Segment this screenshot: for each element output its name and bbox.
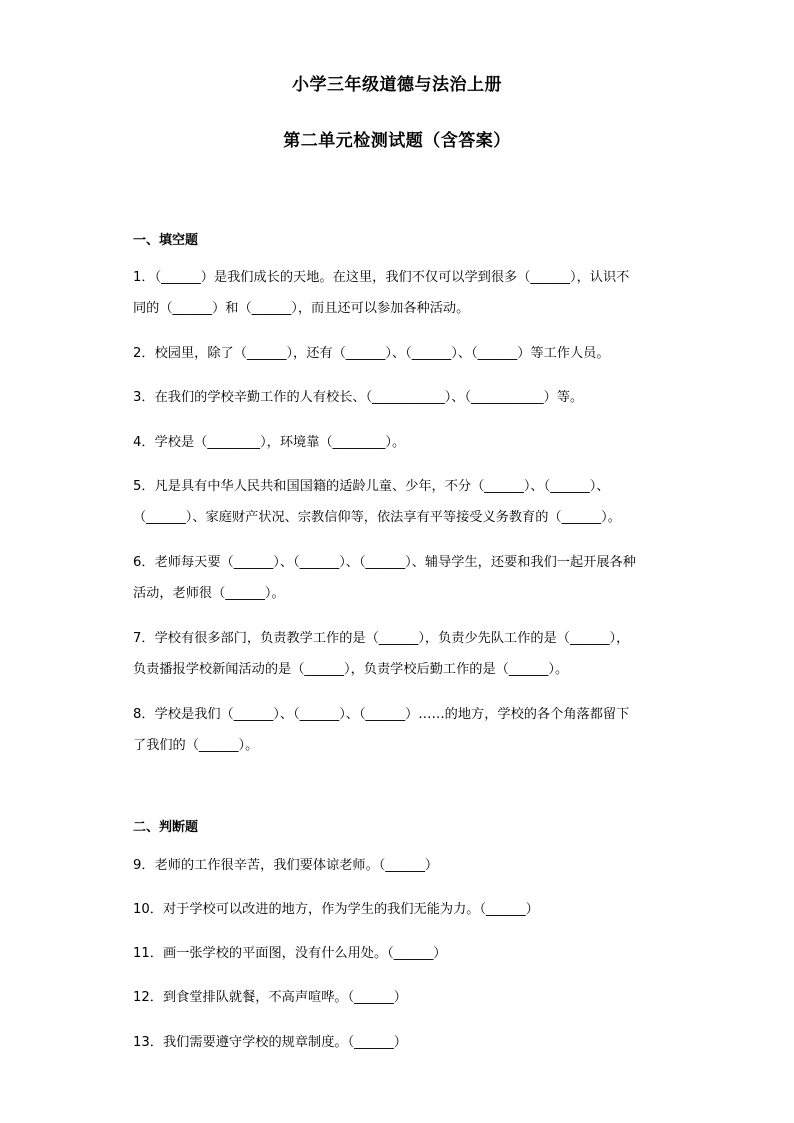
question-line: 了我们的（______）。 — [133, 738, 259, 753]
question-line: 2．校园里，除了（______），还有（______）、（______）、（______）等工作人员。 — [133, 346, 610, 361]
question-line: 6．老师每天要（______）、（______）、（______）、辅导学生，还要和我们一起开展各种 — [133, 555, 636, 570]
question-line: 负责播报学校新闻活动的是（______），负责学校后勤工作的是（______）。 — [133, 662, 569, 677]
question-line: 3．在我们的学校辛勤工作的人有校长、（___________）、（___________）等。 — [133, 390, 584, 405]
question-line: 7．学校有很多部门，负责教学工作的是（______），负责少先队工作的是（______）， — [133, 631, 630, 646]
question-line: 11．画一张学校的平面图，没有什么用处。（______） — [133, 946, 447, 961]
question-line: 4．学校是（________），环境靠（________）。 — [133, 435, 406, 450]
question-line: 9．老师的工作很辛苦，我们要体谅老师。（______） — [133, 858, 439, 873]
question-line: 10．对于学校可以改进的地方，作为学生的我们无能为力。（______） — [133, 902, 539, 917]
section-heading-fill-in: 一、填空题 — [133, 233, 199, 248]
question-line: 活动，老师很（______）。 — [133, 586, 285, 601]
question-line: 12．到食堂排队就餐，不高声喧哗。（______） — [133, 990, 407, 1005]
question-line: 同的（______）和（______），而且还可以参加各种活动。 — [133, 301, 470, 316]
section-heading-true-false: 二、判断题 — [133, 820, 199, 835]
question-line: 13．我们需要遵守学校的规章制度。（______） — [133, 1035, 407, 1050]
document-title: 小学三年级道德与法治上册 — [292, 75, 502, 95]
document-subtitle: 第二单元检测试题（含答案） — [283, 131, 511, 151]
question-line: 1．（______）是我们成长的天地。在这里，我们不仅可以学到很多（______），认识不 — [133, 270, 630, 285]
question-line: 8．学校是我们（______）、（______）、（______）……的地方，学校的各个角落都留下 — [133, 707, 630, 722]
question-line: （______）、家庭财产状况、宗教信仰等，依法享有平等接受义务教育的（______）。 — [133, 510, 621, 525]
question-line: 5．凡是具有中华人民共和国国籍的适龄儿童、少年，不分（______）、（______）、 — [133, 479, 610, 494]
